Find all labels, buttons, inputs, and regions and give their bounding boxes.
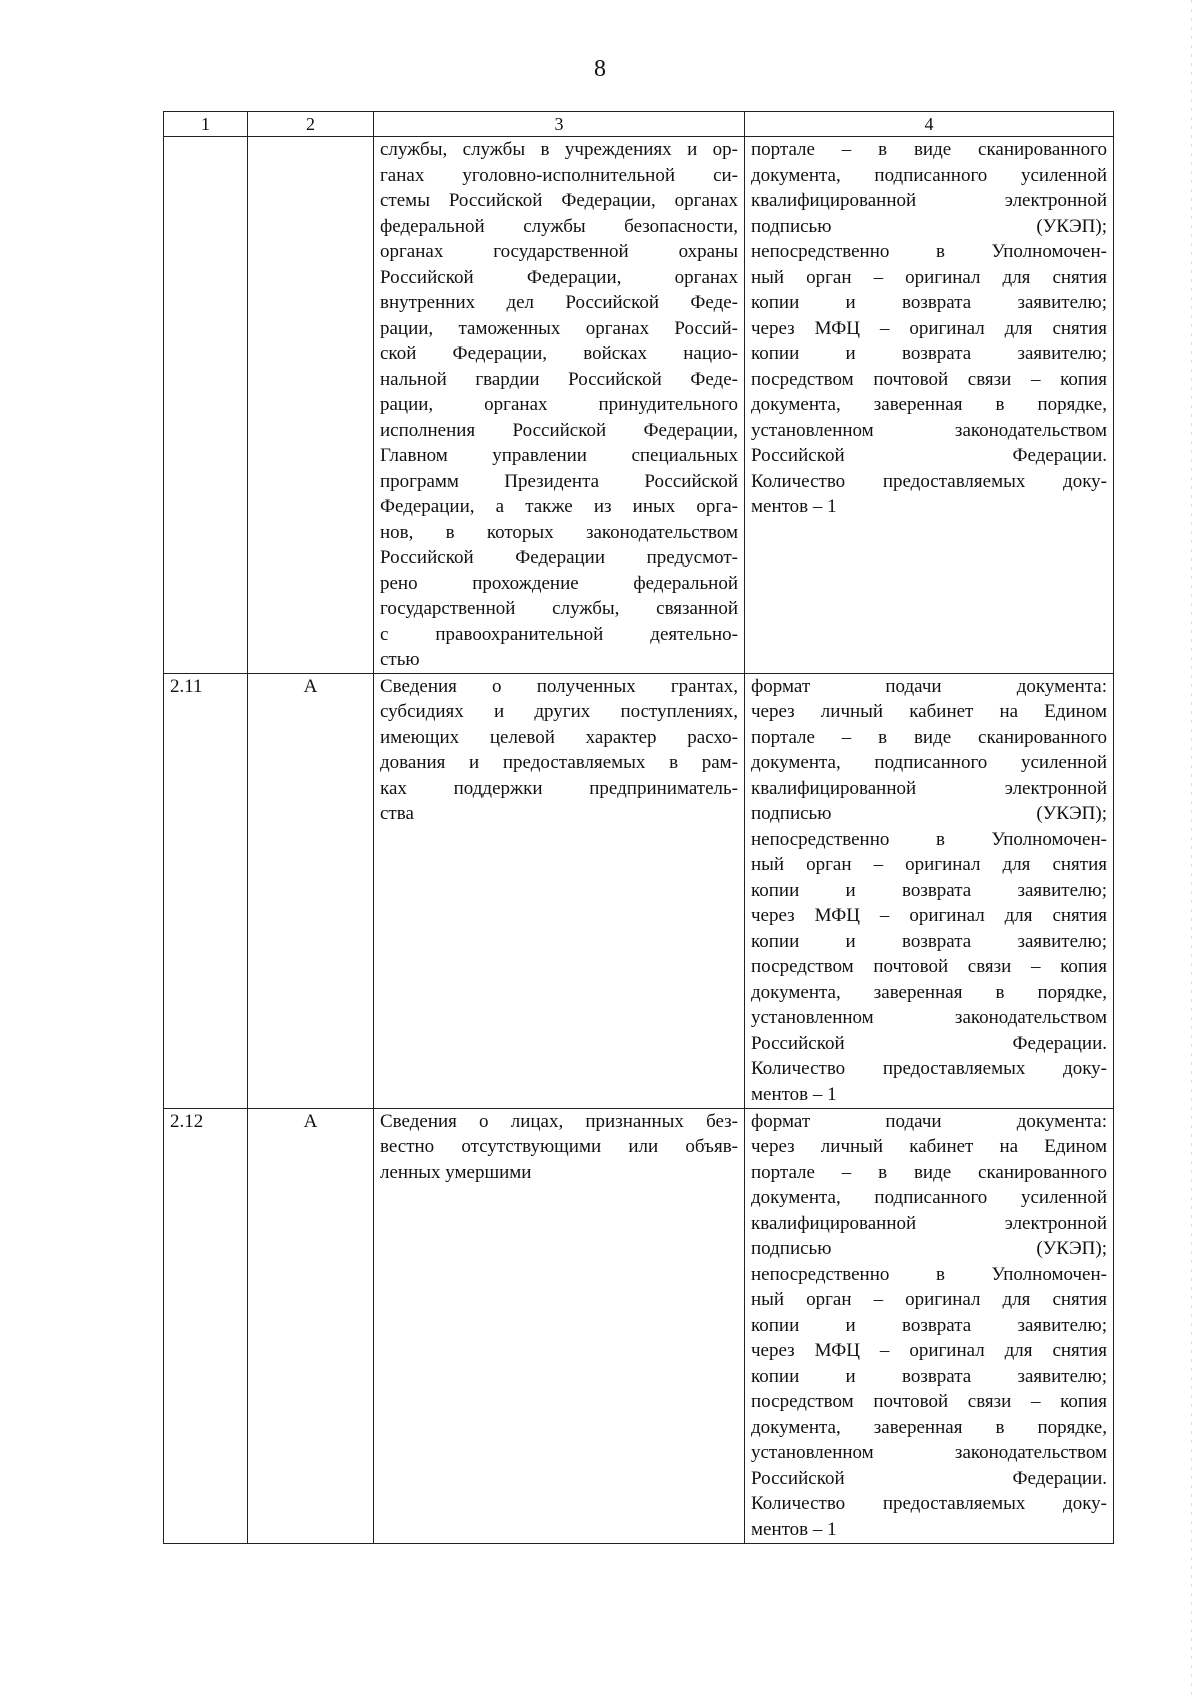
text-line: Российской Федерации, органах — [380, 266, 738, 288]
text-line: непосредственно в Уполномочен- — [751, 828, 1107, 850]
table-row — [164, 137, 1114, 674]
text-line: документа, заверенная в порядке, — [751, 1416, 1107, 1438]
text-line: ганах уголовно-исполнительной си- — [380, 164, 738, 186]
text-line: квалифицированной электронной — [751, 1212, 1107, 1234]
text-line: службы, службы в учреждениях и ор- — [380, 139, 738, 160]
text-line: ментов – 1 — [751, 496, 837, 517]
row-number: 2.12 — [164, 1108, 248, 1543]
text-line: Сведения о полученных грантах, — [380, 675, 738, 697]
text-line: Российской Федерации предусмот- — [380, 547, 738, 568]
text-line: ской Федерации, войсках нацио- — [380, 343, 738, 364]
text-line: Российской Федерации. — [751, 1032, 1107, 1054]
text-line: копии и возврата заявителю; — [751, 1365, 1107, 1387]
text-line: копии и возврата заявителю; — [751, 292, 1107, 313]
text-line: копии и возврата заявителю; — [751, 343, 1107, 364]
text-line: копии и возврата заявителю; — [751, 930, 1107, 952]
text-line: документа, подписанного усиленной — [751, 752, 1107, 773]
text-line: Количество предоставляемых доку- — [751, 470, 1107, 492]
text-line: подписью (УКЭП); — [751, 803, 1107, 824]
text-line: рации, органах принудительного — [380, 394, 738, 415]
text-line: имеющих целевой характер расхо- — [380, 726, 738, 748]
text-line: нов, в которых законодательством — [380, 521, 738, 543]
text-line: государственной службы, связанной — [380, 598, 738, 619]
document-description — [374, 137, 745, 674]
text-line: Федерации, а также из иных орга- — [380, 496, 738, 517]
text-line: исполнения Российской Федерации, — [380, 419, 738, 441]
text-line: посредством почтовой связи – копия — [751, 1391, 1107, 1412]
submission-format — [745, 1108, 1114, 1543]
text-line: ства — [380, 803, 414, 824]
text-line: ный орган – оригинал для снятия — [751, 266, 1107, 288]
row-code: А — [248, 1108, 374, 1543]
text-line: подписью (УКЭП); — [751, 1238, 1107, 1259]
text-line: стемы Российской Федерации, органах — [380, 190, 738, 211]
text-line: ный орган – оригинал для снятия — [751, 854, 1107, 875]
header-cell: 4 — [745, 112, 1114, 137]
text-line: стью — [380, 649, 420, 670]
document-description — [374, 1108, 745, 1543]
text-line: программ Президента Российской — [380, 470, 738, 492]
table-header-row — [164, 112, 1114, 137]
text-line: через МФЦ – оригинал для снятия — [751, 905, 1107, 926]
submission-format — [745, 137, 1114, 674]
text-line: документа, заверенная в порядке, — [751, 981, 1107, 1003]
text-line: формат подачи документа: — [751, 675, 1107, 697]
document-table — [163, 111, 1114, 1544]
text-line: установленном законодательством — [751, 419, 1107, 441]
text-line: посредством почтовой связи – копия — [751, 368, 1107, 390]
row-number: 2.11 — [164, 673, 248, 1108]
table-row — [164, 673, 1114, 1108]
row-number — [164, 137, 248, 674]
text-line: рено прохождение федеральной — [380, 572, 738, 594]
text-line: с правоохранительной деятельно- — [380, 623, 738, 645]
text-line: через МФЦ – оригинал для снятия — [751, 317, 1107, 339]
text-line: дования и предоставляемых в рам- — [380, 752, 738, 773]
text-line: посредством почтовой связи – копия — [751, 956, 1107, 977]
text-line: Количество предоставляемых доку- — [751, 1058, 1107, 1079]
text-line: Главном управлении специальных — [380, 445, 738, 466]
text-line: документа, подписанного усиленной — [751, 1187, 1107, 1208]
text-line: ках поддержки предприниматель- — [380, 777, 738, 799]
text-line: ный орган – оригинал для снятия — [751, 1289, 1107, 1310]
text-line: Количество предоставляемых доку- — [751, 1493, 1107, 1514]
text-line: подписью (УКЭП); — [751, 215, 1107, 237]
text-line: квалифицированной электронной — [751, 190, 1107, 211]
row-code — [248, 137, 374, 674]
header-cell: 2 — [248, 112, 374, 137]
text-line: ленных умершими — [380, 1161, 532, 1183]
text-line: через МФЦ – оригинал для снятия — [751, 1340, 1107, 1361]
text-line: органах государственной охраны — [380, 241, 738, 262]
page-number: 8 — [594, 56, 606, 82]
text-line: непосредственно в Уполномочен- — [751, 1263, 1107, 1285]
text-line: Сведения о лицах, признанных без- — [380, 1110, 738, 1132]
text-line: Российской Федерации. — [751, 445, 1107, 466]
header-cell: 3 — [374, 112, 745, 137]
text-line: портале – в виде сканированного — [751, 726, 1107, 748]
text-line: ментов – 1 — [751, 1518, 837, 1540]
header-cell: 1 — [164, 112, 248, 137]
row-code: А — [248, 673, 374, 1108]
text-line: рации, таможенных органах Россий- — [380, 317, 738, 339]
text-line: портале – в виде сканированного — [751, 1161, 1107, 1183]
scan-edge-artifact — [1191, 0, 1192, 1698]
text-line: копии и возврата заявителю; — [751, 879, 1107, 901]
text-line: документа, заверенная в порядке, — [751, 394, 1107, 415]
text-line: Российской Федерации. — [751, 1467, 1107, 1489]
text-line: установленном законодательством — [751, 1442, 1107, 1463]
text-line: через личный кабинет на Едином — [751, 1136, 1107, 1157]
text-line: ментов – 1 — [751, 1083, 837, 1105]
text-line: через личный кабинет на Едином — [751, 701, 1107, 722]
text-line: субсидиях и других поступлениях, — [380, 701, 738, 722]
text-line: нальной гвардии Российской Феде- — [380, 368, 738, 390]
text-line: непосредственно в Уполномочен- — [751, 241, 1107, 262]
text-line: квалифицированной электронной — [751, 777, 1107, 799]
document-description — [374, 673, 745, 1108]
text-line: копии и возврата заявителю; — [751, 1314, 1107, 1336]
text-line: внутренних дел Российской Феде- — [380, 292, 738, 313]
text-line: вестно отсутствующими или объяв- — [380, 1136, 738, 1157]
text-line: формат подачи документа: — [751, 1110, 1107, 1132]
text-line: портале – в виде сканированного — [751, 139, 1107, 160]
text-line: документа, подписанного усиленной — [751, 164, 1107, 186]
text-line: установленном законодательством — [751, 1007, 1107, 1028]
table-row — [164, 1108, 1114, 1543]
submission-format — [745, 673, 1114, 1108]
text-line: федеральной службы безопасности, — [380, 215, 738, 237]
